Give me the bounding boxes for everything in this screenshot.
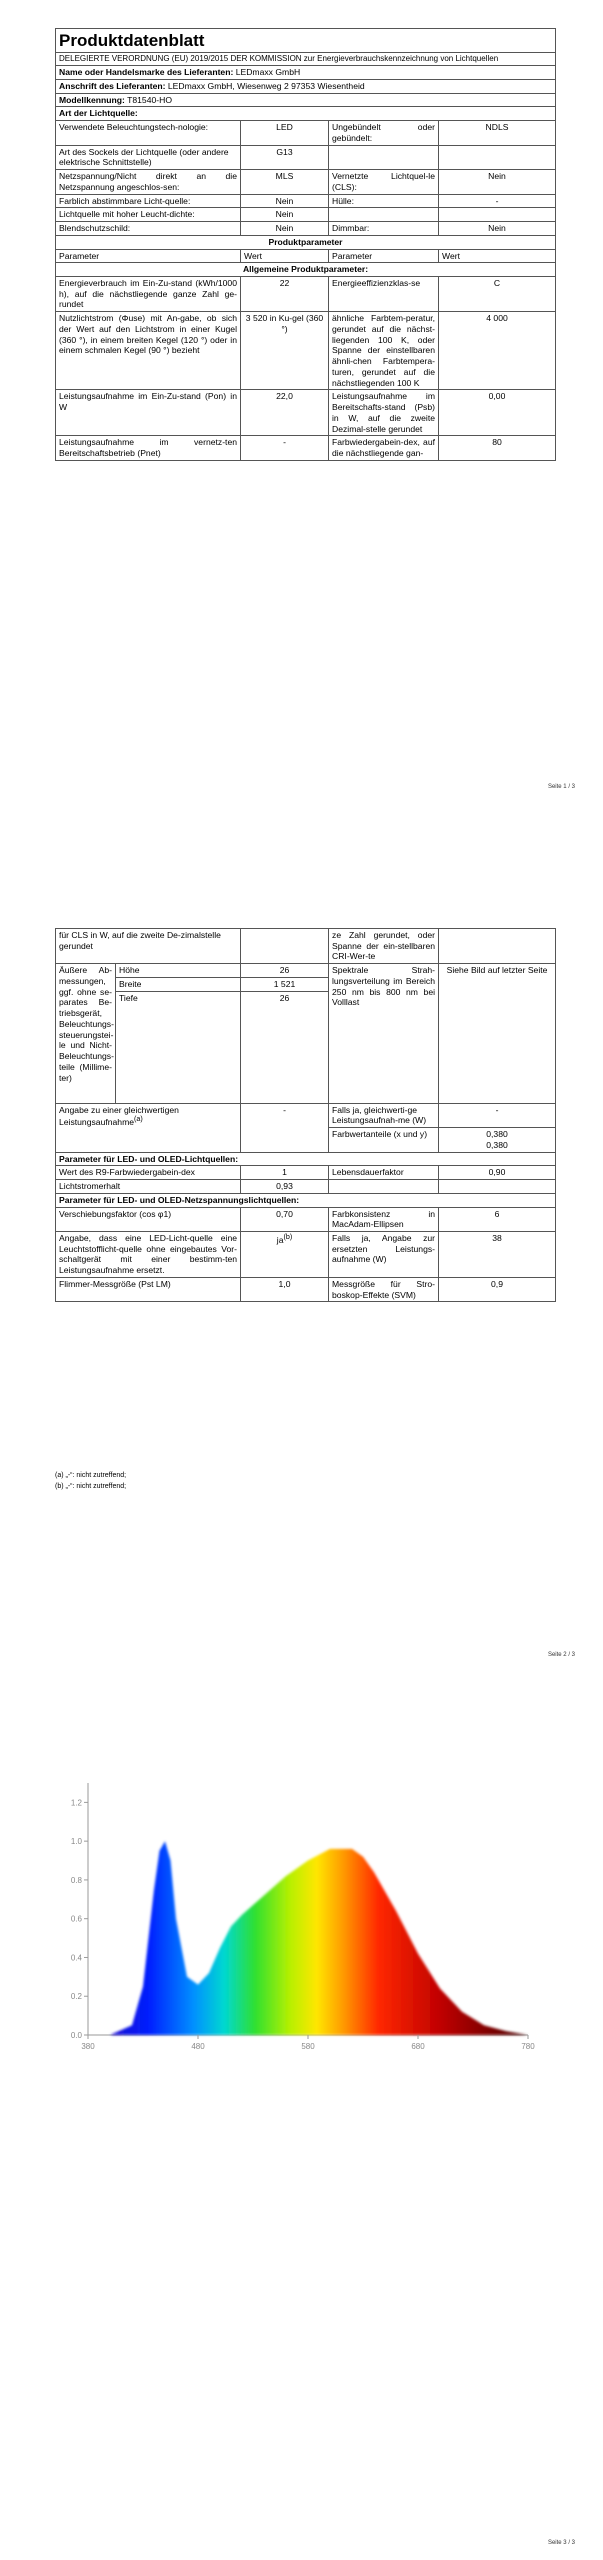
type-label: Ungebündelt oder gebündelt: [329, 121, 439, 145]
x-axis-ticks [81, 2035, 535, 2051]
chromaticity-value [439, 1128, 556, 1152]
param-value [241, 929, 329, 964]
regulation-text: DELEGIERTE VERORDNUNG (EU) 2019/2015 DER KOMMISSION zur Energieverbrauchskennzeichnung von Lichtquellen [56, 53, 556, 66]
table-row [56, 1277, 556, 1301]
width-value: 1 521 [241, 977, 329, 991]
supplier-name: LEDmaxx GmbH [235, 67, 301, 78]
param-value [439, 929, 556, 964]
footnotes [55, 1470, 126, 1492]
footnote-marker: (b) [283, 1233, 293, 1242]
param-label: ähnliche Farbtem-peratur, gerundet auf die nächst-liegenden 100 K, oder Spanne der einstellbaren ähnli-chen Farbtempera-turen, gerundet auf die nächstliegenden 100 K [329, 312, 439, 390]
page-3 [0, 1668, 603, 2560]
product-parameters-heading: Produktparameter [56, 235, 556, 249]
table-row [56, 312, 556, 390]
param-label: für CLS in W, auf die zweite De-zimalstelle gerundet [56, 929, 241, 964]
spectrum-svg [58, 1773, 548, 2063]
y-tick-label: 0.0 [70, 2031, 82, 2040]
param-value: 80 [439, 436, 556, 460]
x-tick-label: 680 [411, 2042, 425, 2051]
type-label [329, 145, 439, 169]
equivalent-power-if-label: Falls ja, gleichwerti-ge Leistungsaufnah-me (W) [329, 1103, 439, 1127]
equivalent-power-label [56, 1103, 241, 1152]
x-tick-label: 580 [301, 2042, 315, 2051]
model-label: Modellkennung: [59, 94, 125, 105]
type-label: Hülle: [329, 194, 439, 208]
type-label: Verwendete Beleuchtungstech-nologie: [56, 121, 241, 145]
param-value: - [241, 436, 329, 460]
column-header-value: Wert [439, 249, 556, 263]
type-value: Nein [439, 170, 556, 194]
table-row [56, 208, 556, 222]
table-row [56, 121, 556, 145]
model-id: T81540-HO [127, 94, 173, 105]
page-number: Seite 2 / 3 [547, 1652, 575, 1658]
chromaticity-label: Farbwertanteile (x und y) [329, 1128, 439, 1152]
table-row [56, 277, 556, 312]
param-label: ze Zahl gerundet, oder Spanne der ein-stellbaren CRI-Wer-te [329, 929, 439, 964]
stroboscopic-value: 0,9 [439, 1277, 556, 1301]
displacement-factor-value: 0,70 [241, 1207, 329, 1231]
y-tick-label: 1.0 [70, 1837, 82, 1847]
fluorescent-replacement-label: Angabe, dass eine LED-Licht-quelle eine Leuchtstofflicht-quelle ohne eingebautes Vor-schaltgerät mit einer bestimm-ten Leistungsaufnahme ersetzt. [56, 1232, 241, 1278]
document-title: Produktdatenblatt [56, 29, 556, 53]
supplier-address: LEDmaxx GmbH, Wiesenweg 2 97353 Wiesentheid [167, 80, 365, 91]
param-label: Nutzlichtstrom (Φuse) mit An-gabe, ob sich der Wert auf den Lichtstrom in einer Kugel (360 °), in einem breiten Kegel (120 °) oder in einem schmalen Kegel (90 °) bezieht [56, 312, 241, 390]
equivalent-power-if-value: - [439, 1103, 556, 1127]
type-value: LED [241, 121, 329, 145]
type-label: Dimmbar: [329, 222, 439, 236]
table-row [56, 1207, 556, 1231]
fluorescent-replacement-answer: ja [276, 1234, 284, 1245]
maintenance-value: 0,93 [241, 1180, 329, 1194]
type-label [329, 208, 439, 222]
supplier-address-label: Anschrift des Lieferanten: [59, 80, 166, 91]
model-row [56, 93, 556, 107]
type-value [439, 145, 556, 169]
replaced-power-label: Falls ja, Angabe zur ersetzten Leistungs-aufnahme (W) [329, 1232, 439, 1278]
type-value: Nein [241, 222, 329, 236]
param-value: 22,0 [241, 390, 329, 436]
displacement-factor-label: Verschiebungsfaktor (cos φ1) [56, 1207, 241, 1231]
type-value: NDLS [439, 121, 556, 145]
equivalent-power-text: Angabe zu einer gleichwertigen Leistungsaufnahme [59, 1104, 179, 1128]
chromaticity-x: 0,380 [486, 1129, 508, 1140]
life-factor-label: Lebensdauerfaktor [329, 1166, 439, 1180]
depth-value: 26 [241, 991, 329, 1103]
supplier-name-row [56, 66, 556, 80]
flicker-label: Flimmer-Messgröße (Pst LM) [56, 1277, 241, 1301]
type-value [439, 208, 556, 222]
x-tick-label: 480 [191, 2042, 205, 2051]
type-label: Art des Sockels der Lichtquelle (oder andere elektrische Schnittstelle) [56, 145, 241, 169]
supplier-name-label: Name oder Handelsmarke des Lieferanten: [59, 67, 234, 78]
spectrum-area [88, 1841, 528, 2035]
param-value: 4 000 [439, 312, 556, 390]
table-row [56, 222, 556, 236]
led-parameters-heading: Parameter für LED- und OLED-Lichtquellen: [56, 1152, 556, 1166]
spectral-distribution-chart [58, 1773, 548, 2063]
y-tick-label: 0.4 [70, 1953, 82, 1963]
product-datasheet-table-continued [55, 928, 556, 1302]
table-row [56, 145, 556, 169]
page-2 [0, 834, 603, 1668]
supplier-address-row [56, 79, 556, 93]
param-label [329, 1180, 439, 1194]
table-row [56, 1166, 556, 1180]
type-label: Farblich abstimmbare Licht-quelle: [56, 194, 241, 208]
footnote-marker: (a) [134, 1115, 143, 1124]
table-row [56, 929, 556, 964]
type-value: Nein [241, 208, 329, 222]
param-label: Leistungsaufnahme im vernetz-ten Bereitschaftsbetrieb (Pnet) [56, 436, 241, 460]
fluorescent-replacement-value [241, 1232, 329, 1278]
table-row [56, 1103, 556, 1127]
footnote-b: (b) „-“: nicht zutreffend; [55, 1483, 127, 1491]
y-tick-label: 0.2 [70, 1992, 82, 2002]
height-label: Höhe [116, 964, 241, 978]
type-label: Netzspannung/Nicht direkt an die Netzspannung angeschlos-sen: [56, 170, 241, 194]
page-number: Seite 3 / 3 [547, 2540, 575, 2546]
y-tick-label: 0.8 [70, 1875, 82, 1885]
table-row [56, 1232, 556, 1278]
table-row [56, 194, 556, 208]
macadam-value: 6 [439, 1207, 556, 1231]
spectral-label: Spektrale Strah-lungsverteilung im Bereich 250 nm bis 800 nm bei Volllast [329, 964, 439, 1103]
table-row [56, 170, 556, 194]
chromaticity-y: 0,380 [486, 1139, 508, 1150]
page-number: Seite 1 / 3 [547, 784, 575, 790]
param-label: Leistungsaufnahme im Bereitschafts-stand (Psb) in W, auf die zweite Dezimal-stelle gerundet [329, 390, 439, 436]
equivalent-power-value: - [241, 1103, 329, 1152]
table-row [56, 1180, 556, 1194]
type-value: Nein [241, 194, 329, 208]
y-tick-label: 0.6 [70, 1914, 82, 1924]
product-datasheet-table [55, 28, 556, 461]
light-source-type-heading: Art der Lichtquelle: [56, 107, 556, 121]
flicker-value: 1,0 [241, 1277, 329, 1301]
column-header-parameter: Parameter [56, 249, 241, 263]
life-factor-value: 0,90 [439, 1166, 556, 1180]
column-header-parameter: Parameter [329, 249, 439, 263]
height-value: 26 [241, 964, 329, 978]
width-label: Breite [116, 977, 241, 991]
param-value: 0,00 [439, 390, 556, 436]
type-label: Lichtquelle mit hoher Leucht-dichte: [56, 208, 241, 222]
type-label: Vernetzte Lichtquel-le (CLS): [329, 170, 439, 194]
type-value: G13 [241, 145, 329, 169]
type-value: - [439, 194, 556, 208]
type-value: Nein [439, 222, 556, 236]
page-1 [0, 0, 603, 834]
spectral-value: Siehe Bild auf letzter Seite [439, 964, 556, 1103]
maintenance-label: Lichtstromerhalt [56, 1180, 241, 1194]
param-value [439, 1180, 556, 1194]
param-value: 22 [241, 277, 329, 312]
table-row [56, 436, 556, 460]
table-row [56, 964, 556, 978]
replaced-power-value: 38 [439, 1232, 556, 1278]
spectrum-series-area [88, 1841, 528, 2035]
column-header-value: Wert [241, 249, 329, 263]
x-tick-label: 380 [81, 2042, 95, 2051]
r9-label: Wert des R9-Farbwiedergabein-dex [56, 1166, 241, 1180]
y-axis-ticks [71, 1798, 88, 2040]
macadam-label: Farbkonsistenz in MacAdam-Ellipsen [329, 1207, 439, 1231]
depth-label: Tiefe [116, 991, 241, 1103]
stroboscopic-label: Messgröße für Stro-boskop-Effekte (SVM) [329, 1277, 439, 1301]
r9-value: 1 [241, 1166, 329, 1180]
param-label: Farbwiedergabein-dex, auf die nächstliegende gan- [329, 436, 439, 460]
y-tick-label: 1.2 [70, 1798, 82, 1808]
type-label: Blendschutzschild: [56, 222, 241, 236]
mains-led-parameters-heading: Parameter für LED- und OLED-Netzspannungslichtquellen: [56, 1193, 556, 1207]
dimensions-label: Äußere Ab-messungen, ggf. ohne se-parates Be-triebsgerät, Beleuchtungs-steuerungstei-le und Nicht-Beleuchtungs-teile (Millime-ter) [56, 964, 116, 1103]
type-value: MLS [241, 170, 329, 194]
param-label: Leistungsaufnahme im Ein-Zu-stand (Pon) in W [56, 390, 241, 436]
param-label: Energieeffizienzklas-se [329, 277, 439, 312]
table-row [56, 390, 556, 436]
x-tick-label: 780 [521, 2042, 535, 2051]
param-label: Energieverbrauch im Ein-Zu-stand (kWh/1000 h), auf die nächstliegende ganze Zahl ge-rundet [56, 277, 241, 312]
param-value: C [439, 277, 556, 312]
footnote-a: (a) „-“: nicht zutreffend; [55, 1472, 127, 1479]
general-parameters-heading: Allgemeine Produktparameter: [56, 263, 556, 277]
param-value: 3 520 in Ku-gel (360 °) [241, 312, 329, 390]
